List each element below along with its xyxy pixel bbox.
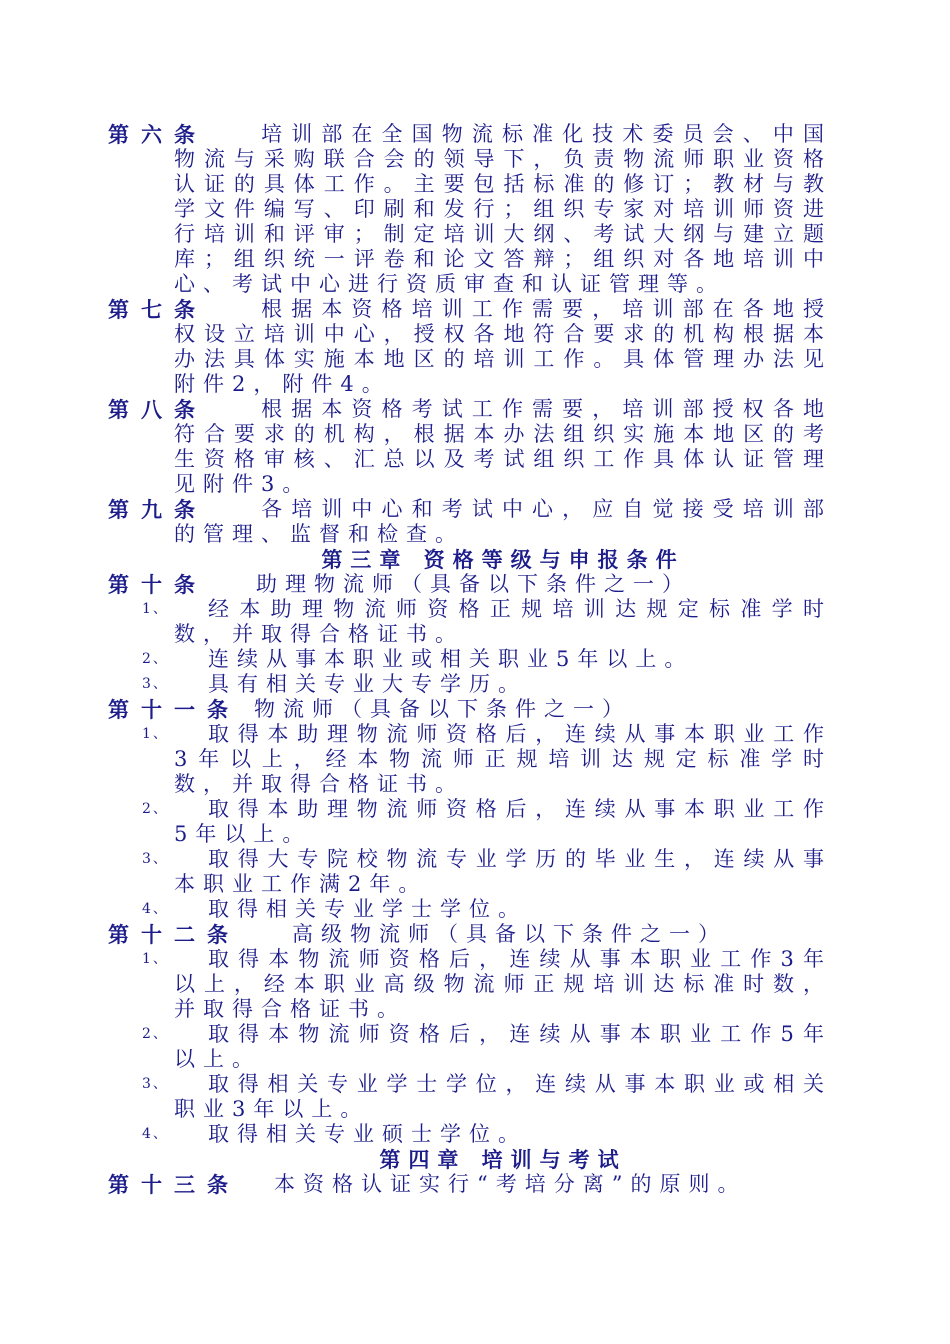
list-item-text: 取得本物流师资格后，连续从事本职业工作3年以上，经本职业高级物流师正规培训达标准时数，并取得合格证书。 xyxy=(174,947,832,1021)
article-body: 培训部在全国物流标准化技术委员会、中国物流与采购联合会的领导下，负责物流师职业资格认证的具体工作。主要包括标准的修订；教材与教学文件编写、印刷和发行；组织专家对培训师资进行培训和评审；制定培训大纲、考试大纲与建立题库；组织统一评卷和论文答辩；组织对各地培训中心、考试中心进行资质审查和认证管理等。 xyxy=(174,122,832,296)
article xyxy=(108,122,832,297)
list-item xyxy=(108,947,832,1022)
list-item-text: 连续从事本职业或相关职业5年以上。 xyxy=(208,647,694,671)
article-number: 第十三条 xyxy=(108,1172,240,1197)
list-item xyxy=(108,797,832,847)
chapter-heading: 第四章 培训与考试 xyxy=(379,1147,627,1172)
list-item-number: 1、 xyxy=(142,601,169,617)
article-number: 第八条 xyxy=(108,397,207,422)
article-body: 根据本资格考试工作需要，培训部授权各地符合要求的机构，根据本办法组织实施本地区的考生资格审核、汇总以及考试组织工作具体认证管理见附件3。 xyxy=(174,397,832,496)
list-item-text: 取得大专院校物流专业学历的毕业生，连续从事本职业工作满2年。 xyxy=(174,847,832,896)
article-body: 物流师（具备以下条件之一） xyxy=(254,697,631,721)
list-item-number: 3、 xyxy=(142,1076,169,1092)
list-item-number: 4、 xyxy=(142,1126,169,1142)
list-item-number: 3、 xyxy=(142,676,169,692)
article xyxy=(108,697,832,722)
list-item xyxy=(108,722,832,797)
article xyxy=(108,572,832,597)
article-body: 根据本资格培训工作需要，培训部在各地授权设立培训中心，授权各地符合要求的机构根据本办法具体实施本地区的培训工作。具体管理办法见附件2，附件4。 xyxy=(174,297,832,396)
list-item xyxy=(108,1072,832,1122)
article xyxy=(108,397,832,497)
article-body: 助理物流师（具备以下条件之一） xyxy=(256,572,691,596)
article-number: 第七条 xyxy=(108,297,207,322)
list-item-text: 取得相关专业学士学位，连续从事本职业或相关职业3年以上。 xyxy=(174,1072,832,1121)
list-item-text: 取得相关专业硕士学位。 xyxy=(208,1122,527,1146)
article-number: 第九条 xyxy=(108,497,207,522)
list-item-number: 3、 xyxy=(142,851,169,867)
list-item-number: 2、 xyxy=(142,651,169,667)
article-body: 本资格认证实行“考培分离”的原则。 xyxy=(274,1172,747,1196)
article xyxy=(108,497,832,547)
list-item xyxy=(108,1122,832,1147)
article-text xyxy=(108,297,832,397)
list-item-number: 2、 xyxy=(142,1026,169,1042)
article-text xyxy=(108,497,832,547)
list-item-text: 具有相关专业大专学历。 xyxy=(208,672,527,696)
list-item xyxy=(108,1022,832,1072)
list-item-text: 经本助理物流师资格正规培训达规定标准学时数，并取得合格证书。 xyxy=(174,597,832,646)
list-item-text: 取得相关专业学士学位。 xyxy=(208,897,527,921)
article-number: 第十一条 xyxy=(108,697,240,722)
list-item-text: 取得本助理物流师资格后，连续从事本职业工作5年以上。 xyxy=(174,797,832,846)
article xyxy=(108,297,832,397)
list-item-number: 4、 xyxy=(142,901,169,917)
article-text xyxy=(108,397,832,497)
article-number: 第十条 xyxy=(108,572,207,597)
list-item-text: 取得本助理物流师资格后，连续从事本职业工作3年以上，经本物流师正规培训达规定标准学时数，并取得合格证书。 xyxy=(174,722,832,796)
chapter-heading: 第三章 资格等级与申报条件 xyxy=(321,547,685,572)
article-body: 各培训中心和考试中心，应自觉接受培训部的管理、监督和检查。 xyxy=(174,497,832,546)
list-item xyxy=(108,897,832,922)
list-item xyxy=(108,672,832,697)
article-text xyxy=(108,572,832,597)
list-item xyxy=(108,597,832,647)
list-item-number: 1、 xyxy=(142,951,169,967)
list-item-number: 2、 xyxy=(142,801,169,817)
list-item-text: 取得本物流师资格后，连续从事本职业工作5年以上。 xyxy=(174,1022,832,1071)
article-text xyxy=(108,122,832,297)
list-item xyxy=(108,647,832,672)
article xyxy=(108,922,832,947)
document-body xyxy=(108,122,832,1197)
article-number: 第六条 xyxy=(108,122,207,147)
list-item-number: 1、 xyxy=(142,726,169,742)
article-body: 高级物流师（具备以下条件之一） xyxy=(292,922,727,946)
list-item xyxy=(108,847,832,897)
article xyxy=(108,1172,832,1197)
article-number: 第十二条 xyxy=(108,922,240,947)
